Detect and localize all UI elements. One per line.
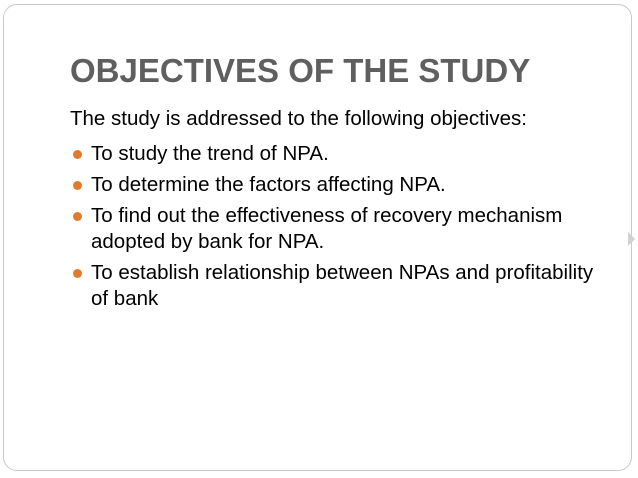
bullet-icon [73, 150, 82, 159]
objective-item [70, 260, 610, 312]
objective-text: To study the trend of NPA. [91, 142, 329, 165]
objectives-list [70, 141, 610, 317]
objective-item [70, 172, 610, 198]
bullet-icon [73, 269, 82, 278]
slide-nav-arrow-icon[interactable] [628, 232, 635, 246]
objective-text: To determine the factors affecting NPA. [91, 173, 446, 196]
objective-item [70, 141, 610, 167]
objective-item [70, 203, 610, 255]
bullet-icon [73, 181, 82, 190]
objective-text: To find out the effectiveness of recovery mechanism adopted by bank for NPA. [91, 204, 563, 253]
slide-title: OBJECTIVES OF THE STUDY [70, 52, 531, 89]
bullet-icon [73, 212, 82, 221]
slide-intro-text: The study is addressed to the following objectives: [70, 107, 527, 130]
objective-text: To establish relationship between NPAs and profitability of bank [91, 261, 594, 310]
